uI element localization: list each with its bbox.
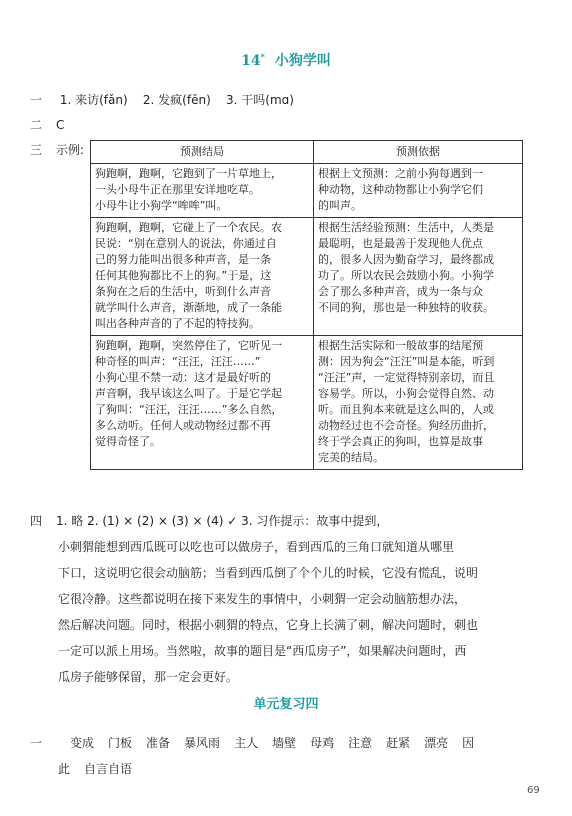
- cell-line: 会了那么多种声音，成为一条与众: [318, 285, 483, 298]
- table-row: [91, 164, 523, 218]
- question-4: 四 1. 略 2. (1) × (2) × (3) × (4) ✓ 3. 习作提示：故事中提到， 小刺猬能想到西瓜既可以吃也可以做房子，看到西瓜的三角口就知道从哪里 下口，这说明它很会动脑筋；当看到西瓜倒了个个儿的时候，它没有慌乱，说明 它很冷静。这些都说明在接下来发生的事情中，小刺猬一定会动脑筋想办法， 然后解决问题。同时，根据小刺猬的特点，它身上长满了刺，解决问题时，刺也 一定可以派上用场。当然啦，故事的题目是“西瓜房子”，如果解决问题时，西 瓜房子能够保留，那一定会更好。: [30, 514, 479, 684]
- cell-line: 最聪明，也是最善于发现他人优点: [318, 237, 483, 250]
- review-word: 暴风雨: [184, 736, 221, 750]
- review-words: 一 变成 门板 准备 暴风雨 主人 墙壁 母鸡 注意 赶紧 漂亮 因: [30, 736, 475, 750]
- cell-line: 的，很多人因为勤奋学习，最终都成: [318, 253, 494, 266]
- cell-line: 狗跑啊，跑啊，突然停住了，它听见一: [95, 339, 282, 352]
- cell-line: 种奇怪的叫声：“汪汪，汪汪……”: [95, 355, 261, 368]
- cell-line: 根据上文预测：之前小狗每遇到一: [318, 167, 483, 180]
- table-row: [91, 218, 523, 336]
- review-word: 漂亮: [424, 736, 449, 750]
- cell-line: 一头小母牛正在那里安详地吃草。: [95, 183, 260, 196]
- question-3-label: 三 示例:: [30, 143, 85, 157]
- cell-line: 条狗在之后的生活中，听到什么声音: [95, 285, 271, 298]
- review-word: 墙壁: [272, 736, 297, 750]
- table-row: [91, 336, 523, 470]
- cell-line: 动物经过也不会奇怪。狗经历曲折，: [318, 419, 494, 432]
- cell-line: 叫出各种声音的了不起的特技狗。: [95, 317, 260, 330]
- table-header-basis: 预测依据: [314, 141, 523, 164]
- predicted-result-cell: [91, 218, 314, 336]
- review-word: 门板: [108, 736, 133, 750]
- review-word: 准备: [146, 736, 171, 750]
- lesson-title: 14* 小狗学叫: [241, 51, 331, 69]
- page-number: 69: [527, 785, 540, 796]
- question-1: 一 1. 来访(fǎn) 2. 发疯(fēn) 3. 干吗(mɑ): [30, 93, 294, 107]
- question-2: 二 C: [30, 118, 65, 132]
- cell-line: 狗跑啊，跑啊，它跑到了一片草地上，: [95, 167, 282, 180]
- cell-line: 多么动听。任何人或动物经过都不再: [95, 419, 271, 432]
- review-word: 赶紧: [386, 736, 411, 750]
- cell-line: 己的努力能叫出很多种声音，是一条: [95, 253, 271, 266]
- cell-line: 声音啊，我早该这么叫了。于是它学起: [95, 387, 282, 400]
- review-word: 注意: [348, 736, 373, 750]
- prediction-basis-cell: [314, 164, 523, 218]
- cell-line: 民说：“别在意别人的说法，你通过自: [95, 237, 277, 250]
- lesson-number: 14*: [241, 51, 265, 69]
- predicted-result-cell: [91, 336, 314, 470]
- cell-line: 就学叫什么声音，渐渐地，成了一条能: [95, 301, 282, 314]
- table-header-result: 预测结局: [91, 141, 314, 164]
- predicted-result-cell: [91, 164, 314, 218]
- cell-line: 根据生活实际和一般故事的结尾预: [318, 339, 483, 352]
- cell-line: 功了。所以农民会鼓励小狗。小狗学: [318, 269, 494, 282]
- review-word: 因: [462, 736, 475, 750]
- cell-line: 不同的狗，那也是一种独特的收获。: [318, 301, 494, 314]
- cell-line: 终于学会真正的狗叫，也算是故事: [318, 435, 483, 448]
- cell-line: 测：因为狗会“汪汪”叫是本能，听到: [318, 355, 495, 368]
- cell-line: 完美的结局。: [318, 451, 384, 464]
- prediction-basis-cell: [314, 218, 523, 336]
- review-words-line2: 此 自言自语: [58, 762, 133, 776]
- cell-line: 种动物，这种动物都让小狗学它们: [318, 183, 483, 196]
- cell-line: 根据生活经验预测：生活中，人类是: [318, 221, 494, 234]
- cell-line: 容易学。所以，小狗会觉得自然、动: [318, 387, 494, 400]
- review-word: 主人: [234, 736, 259, 750]
- prediction-basis-cell: [314, 336, 523, 470]
- cell-line: 小狗心里不禁一动：这才是最好听的: [95, 371, 271, 384]
- review-word: 变成: [70, 736, 95, 750]
- cell-line: 小母牛让小狗学“哞哞”叫。: [95, 199, 228, 212]
- cell-line: 狗跑啊，跑啊，它碰上了一个农民。农: [95, 221, 282, 234]
- cell-line: “汪汪”声，一定觉得特别亲切，而且: [318, 371, 495, 384]
- cell-line: 觉得奇怪了。: [95, 435, 161, 448]
- cell-line: 了狗叫：“汪汪，汪汪……”多么自然，: [95, 403, 283, 416]
- unit-review-title: 单元复习四: [253, 697, 319, 712]
- cell-line: 听。而且狗本来就是这么叫的，人或: [318, 403, 494, 416]
- cell-line: 的叫声。: [318, 199, 362, 212]
- review-word: 母鸡: [310, 736, 335, 750]
- cell-line: 任何其他狗都比不上的狗。”于是，这: [95, 269, 272, 282]
- prediction-table: [90, 140, 523, 470]
